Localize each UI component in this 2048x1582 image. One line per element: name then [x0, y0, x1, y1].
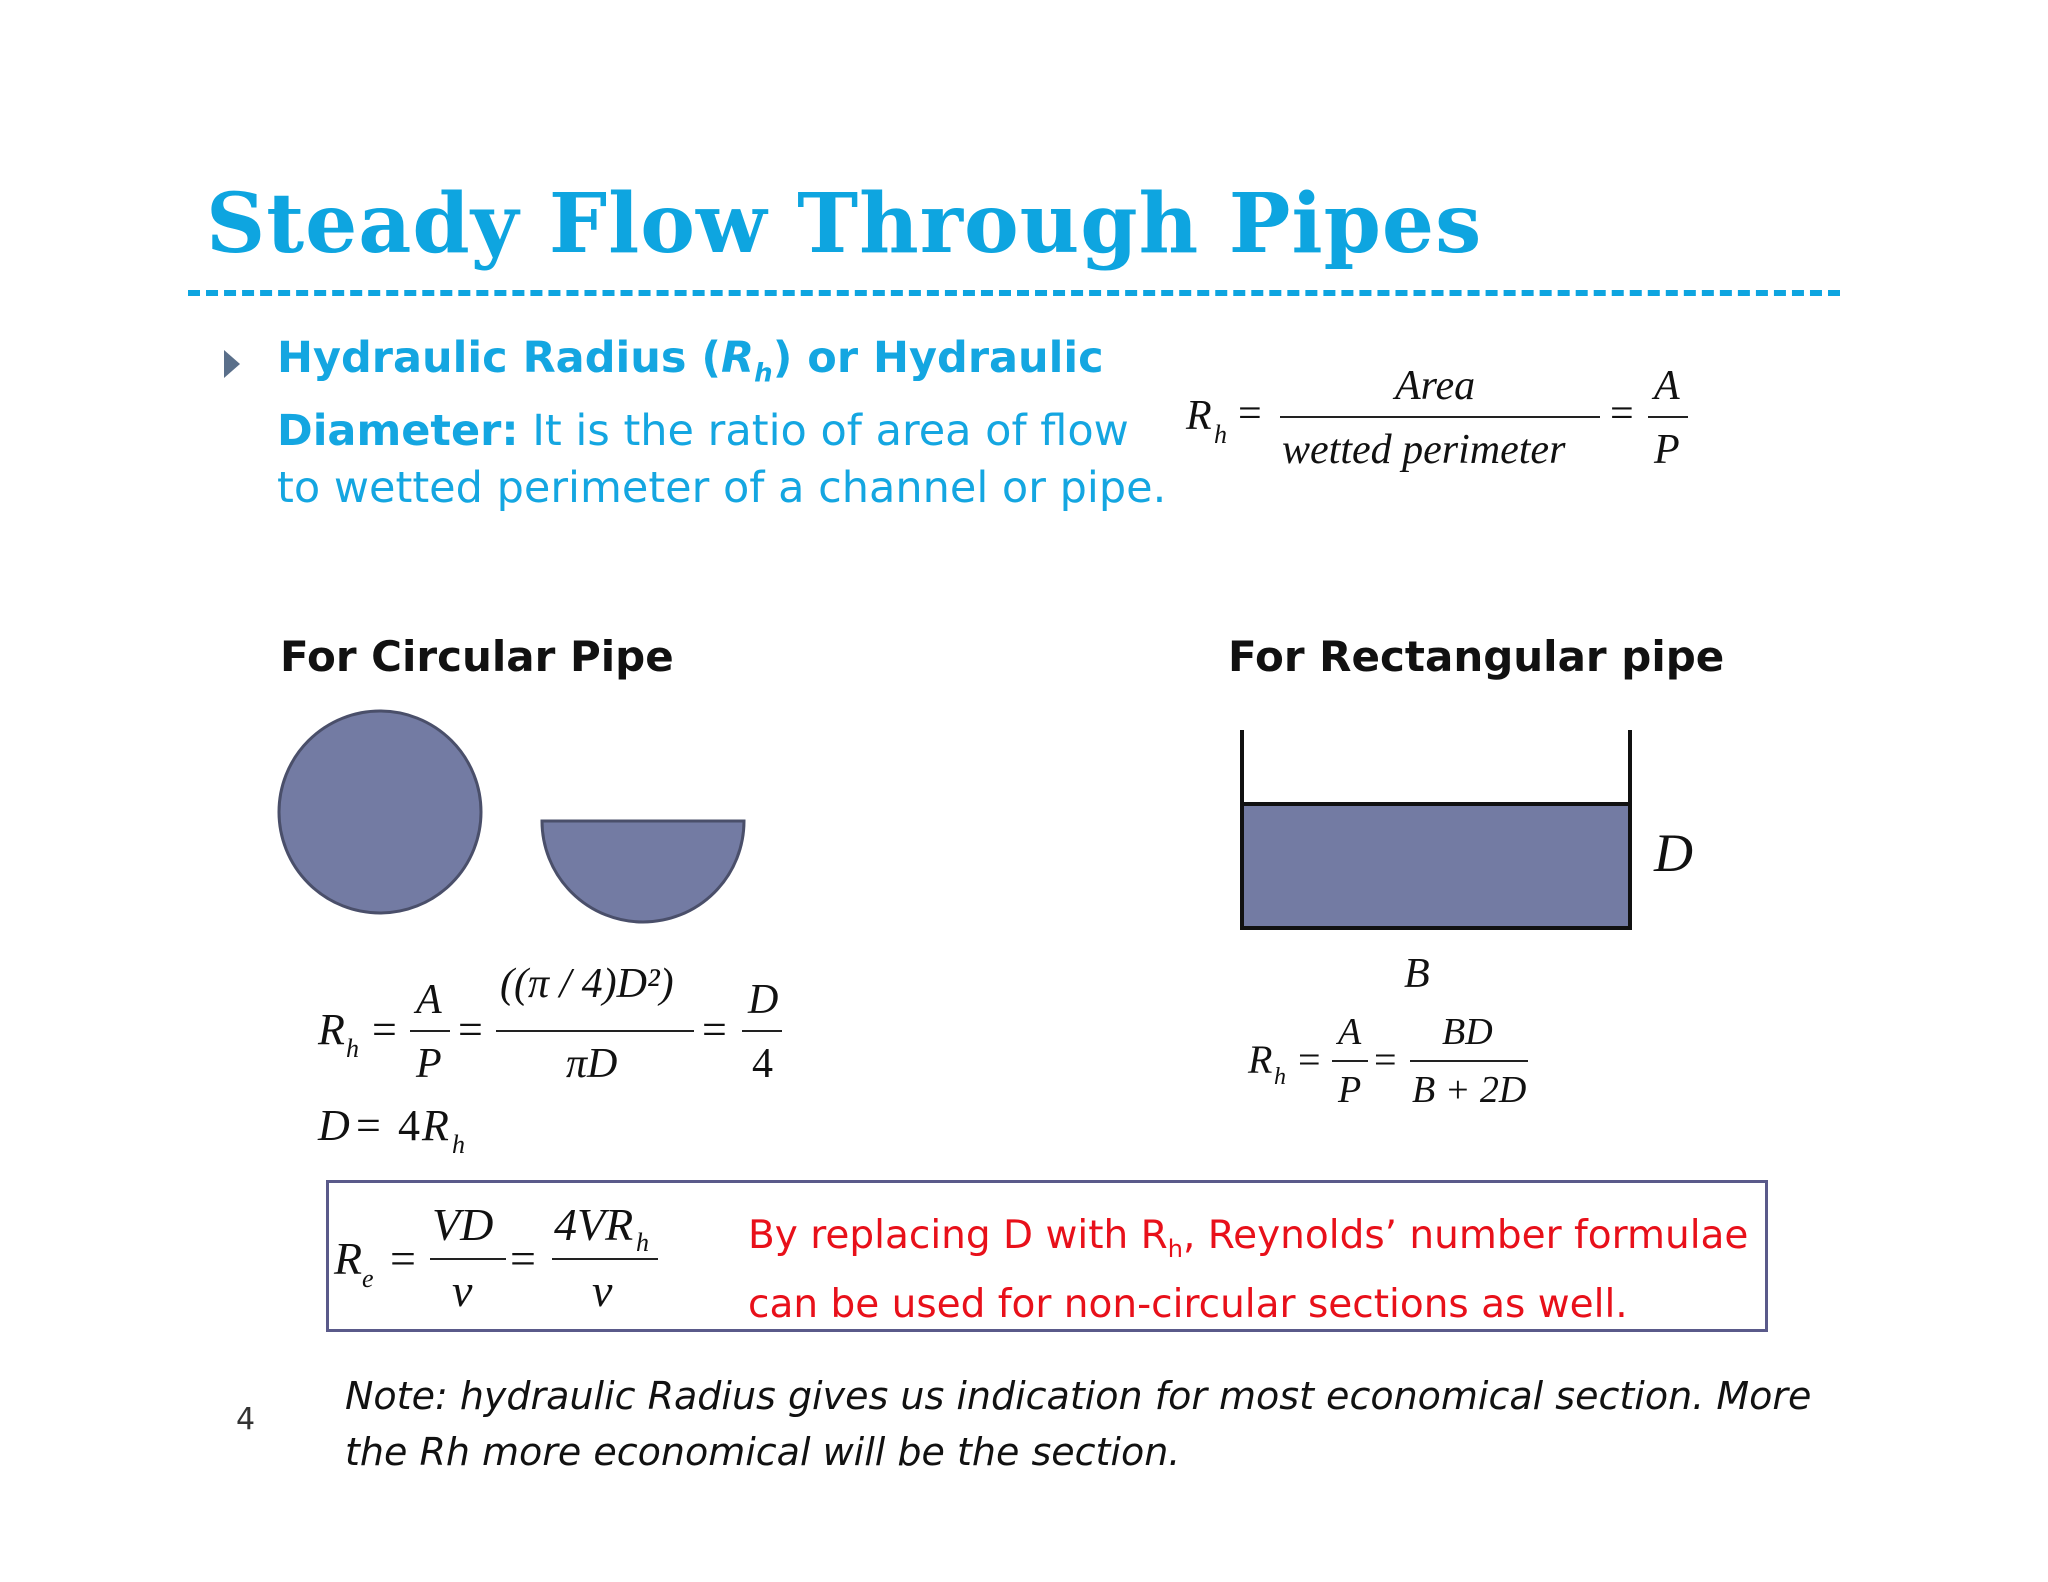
- rectangular-pipe-diagram: [1230, 720, 1650, 940]
- formula-main-fraction-line1: [1280, 416, 1600, 418]
- reynolds-f1-den: ν: [452, 1265, 473, 1316]
- circular-line2-eq: =: [356, 1101, 381, 1150]
- bullet-arrow-icon: [224, 350, 240, 378]
- circular-eq2: =: [458, 1005, 483, 1054]
- bullet-text-line3: to wetted perimeter of a channel or pipe.: [277, 462, 1167, 513]
- rect-lhs-sub: h: [1274, 1064, 1286, 1090]
- reynolds-fraction-line1: [430, 1258, 506, 1260]
- rectangular-flow-area: [1242, 804, 1630, 928]
- note-line2: the Rh more economical will be the section.: [345, 1430, 1181, 1474]
- hydraulic-radius-definition: [277, 330, 1177, 517]
- formula-main-num2: A: [1654, 363, 1680, 409]
- circular-fraction-line3: [742, 1030, 782, 1032]
- reynolds-lhs-sub: e: [362, 1264, 374, 1293]
- rect-fraction-line1: [1332, 1060, 1368, 1062]
- reynolds-f2-num: 4VR: [554, 1199, 634, 1250]
- circular-f3-den: 4: [752, 1041, 773, 1087]
- circular-pipe-diagram: [270, 700, 770, 930]
- reynolds-f2-num-sub: h: [636, 1228, 649, 1257]
- reynolds-eq2: =: [510, 1233, 536, 1284]
- circular-pipe-heading: For Circular Pipe: [280, 632, 674, 681]
- note-line1: Note: hydraulic Radius gives us indication for most economical section. More: [345, 1374, 1812, 1418]
- formula-main-fraction-line2: [1648, 416, 1688, 418]
- rect-fraction-line2: [1410, 1060, 1528, 1062]
- formula-main-lhs-sub: h: [1214, 420, 1227, 449]
- rect-lhs: R: [1248, 1037, 1273, 1082]
- reynolds-fraction-line2: [552, 1258, 658, 1260]
- bullet-symbol: R: [721, 333, 755, 383]
- formula-main-den2: P: [1654, 427, 1680, 473]
- rect-eq2: =: [1374, 1037, 1397, 1082]
- bullet-bold-prefix: Hydraulic Radius (: [277, 333, 722, 383]
- reynolds-note-line1a: By replacing D with R: [748, 1213, 1168, 1258]
- circular-f2-num: ((π / 4)D²): [500, 961, 674, 1007]
- circular-f1-num: A: [416, 977, 442, 1023]
- formula-main-den1: wetted perimeter: [1282, 427, 1566, 473]
- rect-f1-den: P: [1338, 1069, 1362, 1111]
- circular-line2-lhs: D: [318, 1101, 350, 1150]
- bullet-symbol-sub: h: [754, 358, 773, 389]
- circular-f1-den: P: [416, 1041, 442, 1087]
- rectangular-width-label: B: [1404, 951, 1430, 997]
- circular-fraction-line2: [496, 1030, 694, 1032]
- page-number: 4: [236, 1402, 256, 1437]
- rectangular-pipe-heading: For Rectangular pipe: [1228, 632, 1725, 681]
- reynolds-note-line1b: , Reynolds’ number formulae: [1182, 1213, 1749, 1258]
- circular-lhs-sub: h: [346, 1034, 359, 1063]
- half-full-pipe-shape: [542, 821, 744, 922]
- formula-main-lhs: R: [1186, 393, 1212, 439]
- circular-line2-rhs: R: [422, 1101, 449, 1150]
- formula-main-num1: Area: [1395, 363, 1476, 409]
- circular-fraction-line1: [410, 1030, 450, 1032]
- bullet-text-line2: It is the ratio of area of flow: [518, 405, 1129, 456]
- rectangular-height-label: D: [1654, 823, 1693, 883]
- economical-section-note: [345, 1368, 1812, 1480]
- circular-eq3: =: [702, 1005, 727, 1054]
- bullet-bold-suffix: ) or Hydraulic: [772, 333, 1104, 383]
- circular-f3-num: D: [748, 977, 779, 1023]
- circular-line2-coef: 4: [398, 1101, 420, 1150]
- title-divider: [188, 290, 1840, 296]
- reynolds-f2-den: ν: [592, 1265, 613, 1316]
- full-pipe-shape: [279, 711, 481, 913]
- reynolds-note-line2: can be used for non-circular sections as well.: [748, 1281, 1628, 1327]
- circular-eq1: =: [372, 1005, 397, 1054]
- rect-eq1: =: [1298, 1037, 1321, 1082]
- page-title: Steady Flow Through Pipes: [206, 176, 1483, 272]
- reynolds-eq1: =: [390, 1233, 416, 1284]
- formula-main-eq1: =: [1238, 391, 1262, 437]
- reynolds-note: [748, 1208, 1758, 1333]
- circular-line2-rhs-sub: h: [452, 1130, 465, 1159]
- circular-f2-den: πD: [566, 1041, 618, 1087]
- formula-main-eq2: =: [1610, 391, 1634, 437]
- reynolds-f1-num: VD: [432, 1199, 494, 1250]
- rect-f2-num: BD: [1442, 1011, 1493, 1053]
- reynolds-lhs: R: [334, 1233, 363, 1284]
- circular-lhs: R: [318, 1005, 345, 1054]
- rect-f1-num: A: [1338, 1011, 1362, 1053]
- rect-f2-den: B + 2D: [1412, 1069, 1527, 1111]
- reynolds-note-sub: h: [1167, 1234, 1183, 1263]
- bullet-bold-line2: Diameter:: [277, 405, 519, 456]
